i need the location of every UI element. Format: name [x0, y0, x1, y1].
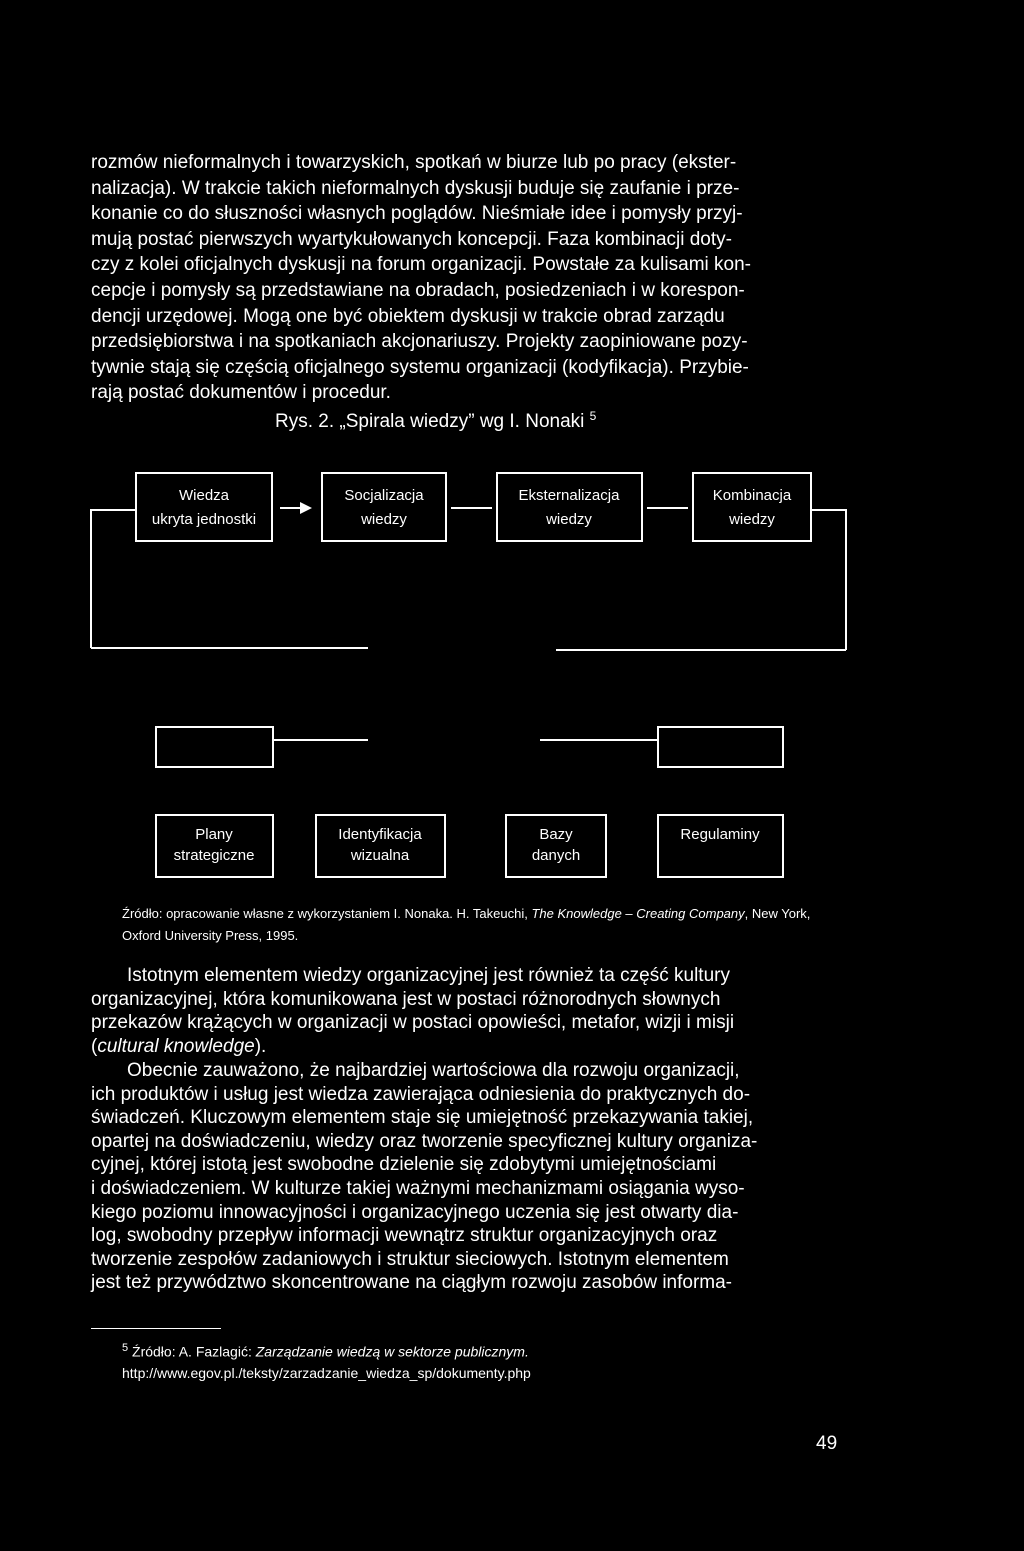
text-line: kiego poziomu innowacyjności i organizacyjnego uczenia się jest otwarty dia- [91, 1201, 739, 1223]
body-paragraph-1 [91, 964, 843, 1058]
text-line: cyjnej, której istotą jest swobodne dzielenie się zdobytymi umiejętnościami [91, 1154, 717, 1176]
arrow-head [300, 502, 312, 514]
text-line: cepcje i pomysły są przedstawiane na obradach, posiedzeniach i w korespon- [91, 279, 745, 301]
text-line: Istotnym elementem wiedzy organizacyjnej jest również ta część kultury [127, 965, 730, 986]
box-label: wiedzy [361, 511, 407, 528]
source-prefix: Źródło: opracowanie własne z wykorzystaniem I. Nonaka. H. Takeuchi, [122, 906, 532, 921]
text-line: przedsiębiorstwa i na spotkaniach akcjonariuszy. Projekty zaopiniowane pozy- [91, 331, 748, 353]
box-label: wiedzy [729, 511, 775, 528]
figure-caption-text: Rys. 2. „Spirala wiedzy” wg I. Nonaki [275, 411, 585, 432]
text-line: świadczeń. Kluczowym elementem staje się umiejętność przekazywania takiej, [91, 1107, 754, 1129]
text-line: tworzenie zespołów zadaniowych i struktur sieciowych. Istotnym elementem [91, 1248, 729, 1270]
box-label: Wiedza [178, 487, 230, 504]
box-visual-identity [316, 815, 445, 877]
text-line: przekazów krążących w organizacji w postaci opowieści, metafor, wizji i misji [91, 1012, 735, 1034]
figure-source [122, 903, 842, 947]
text-line: rają postać dokumentów i procedur. [91, 382, 391, 404]
source-suffix: , New York, Oxford University Press, 1995. [122, 906, 811, 943]
box-label: Kombinacja [712, 487, 792, 504]
box-label: wizualna [350, 847, 410, 864]
text-line: tywnie stają się częścią oficjalnego systemu organizacji (kodyfikacja). Przybie- [91, 356, 749, 378]
footnote-prefix: Źródło: A. Fazlagić: [132, 1343, 256, 1360]
box-label: Eksternalizacja [518, 487, 620, 504]
text-line: jest też przywództwo skoncentrowane na ciągłym rozwoju zasobów informa- [91, 1272, 732, 1294]
text-line: (cultural knowledge). [91, 1035, 267, 1057]
footnote-url: http://www.egov.pl./teksty/zarzadzanie_wiedza_sp/dokumenty.php [122, 1364, 531, 1381]
loop-right-connector [811, 510, 846, 650]
page-number: 49 [816, 1433, 838, 1454]
footnote-title: Zarządzanie wiedzą w sektorze publicznym. [255, 1343, 529, 1360]
text-line: czy z kolei oficjalnych dyskusji na forum organizacji. Powstałe za kulisami kon- [91, 254, 751, 276]
footnote-number: 5 [122, 1342, 129, 1354]
body-paragraph-2 [91, 1059, 843, 1295]
footnote-divider [91, 1328, 221, 1329]
box-strategic-plans [156, 815, 273, 877]
text-line: mują postać pierwszych wyartykułowanych koncepcji. Faza kombinacji doty- [91, 228, 732, 250]
loop-left-connector [91, 510, 136, 648]
box-externalization [497, 473, 642, 541]
footnote-ref: 5 [589, 409, 597, 423]
text-line: konanie co do słuszności własnych poglądów. Nieśmiałe idee i pomysły przyj- [91, 203, 743, 225]
box-label: Socjalizacja [344, 487, 424, 504]
box-label: Bazy [539, 826, 573, 843]
footnote [122, 1338, 822, 1384]
italic-term: cultural knowledge [97, 1035, 255, 1057]
box-label: Identyfikacja [338, 826, 422, 843]
box-databases [506, 815, 606, 877]
text-line: ich produktów i usług jest wiedza zawierająca odniesienia do praktycznych do- [91, 1083, 751, 1105]
box-label: danych [531, 847, 581, 864]
text-line: Obecnie zauważono, że najbardziej wartościowa dla rozwoju organizacji, [127, 1060, 740, 1081]
text-line: nalizacja). W trakcie takich nieformalnych dyskusji buduje się zaufanie i prze- [91, 177, 740, 199]
text-line: opartej na doświadczeniu, wiedzy oraz tworzenie specyficznej kultury organiza- [91, 1130, 758, 1152]
box-label: ukryta jednostki [151, 511, 257, 528]
empty-box-right [658, 727, 783, 767]
empty-box-left [156, 727, 273, 767]
box-label: strategiczne [173, 847, 255, 864]
box-tacit-knowledge [136, 473, 272, 541]
source-title: The Knowledge – Creating Company [531, 906, 745, 921]
text-line: organizacyjnej, która komunikowana jest w postaci różnorodnych słownych [91, 988, 721, 1010]
text-line: log, swobodny przepływ informacji wewnątrz struktur organizacyjnych oraz [91, 1225, 718, 1247]
text-line: i doświadczeniem. W kulturze takiej ważnymi mechanizmami osiągania wyso- [91, 1177, 745, 1199]
text-line: dencji urzędowej. Mogą one być obiektem dyskusji w trakcie obrad zarządu [91, 305, 725, 327]
box-socialization [322, 473, 446, 541]
box-label: wiedzy [546, 511, 592, 528]
box-regulations [658, 815, 783, 877]
box-label: Regulaminy [680, 826, 760, 843]
box-label: Plany [195, 826, 233, 843]
text-line: rozmów nieformalnych i towarzyskich, spotkań w biurze lub po pracy (ekster- [91, 152, 737, 173]
box-combination [693, 473, 811, 541]
